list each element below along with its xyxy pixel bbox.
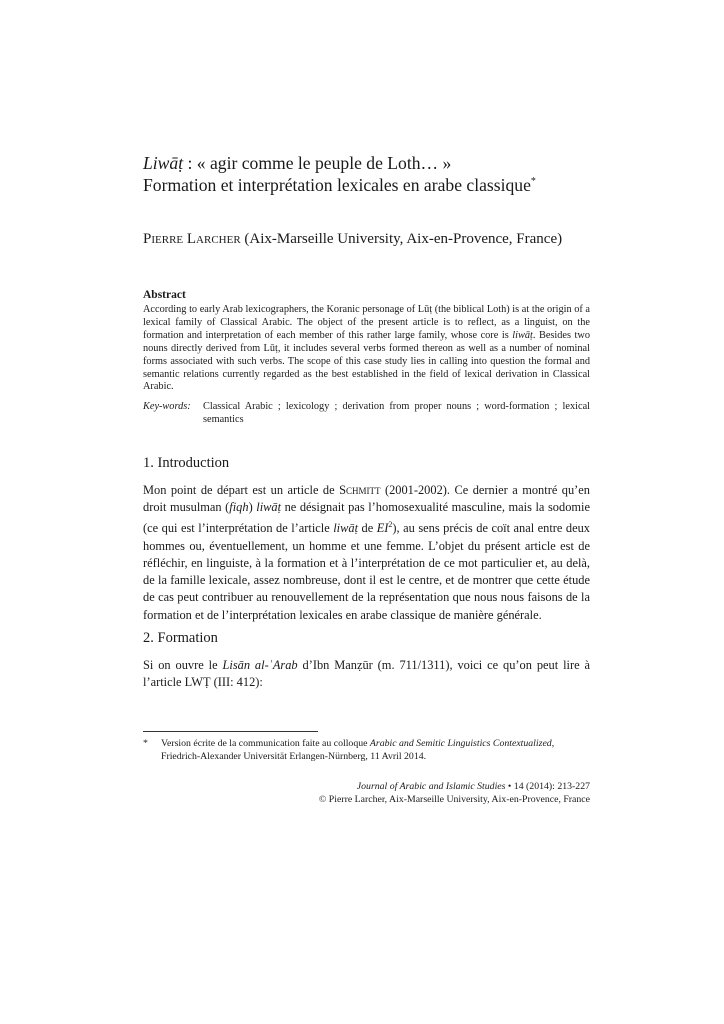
keywords-text: Classical Arabic ; lexicology ; derivation from proper nouns ; word-formation ; lexical semantics xyxy=(203,401,590,425)
journal-name: Journal of Arabic and Islamic Studies xyxy=(356,781,506,792)
title-italic-term: Liwāṭ xyxy=(143,153,184,173)
journal-citation: Journal of Arabic and Islamic Studies • 14 (2014): 213-227 xyxy=(356,781,590,792)
abstract-heading: Abstract xyxy=(143,289,186,301)
copyright-line: © Pierre Larcher, Aix-Marseille University, Aix-en-Provence, France xyxy=(318,794,590,805)
author-affiliation: (Aix-Marseille University, Aix-en-Provence, France) xyxy=(240,231,563,247)
section-heading-formation: 2. Formation xyxy=(143,630,218,646)
title-footnote-mark[interactable]: * xyxy=(530,176,536,188)
keywords xyxy=(143,401,590,427)
cited-author: Schmitt xyxy=(339,483,381,497)
article-title xyxy=(143,152,590,196)
author-name: Pierre Larcher xyxy=(143,231,241,247)
abstract-text: According to early Arab lexicographers, the Koranic personage of Lūṭ (the biblical Loth) is at the origin of a lexical family of Classical Arabic. The object of the present article is to reflect, as a linguist, on the formation and interpretation of each member of this rather large family, whose core is liwāṭ. Besides two nouns directly derived from Lūṭ, it includes several verbs formed thereon as well as a number of nominal forms associated with such verbs. The scope of this case study lies in calling into question the formal and semantic relations currently regarded as the best established in the field of lexical derivation in Classical Arabic. xyxy=(143,304,590,393)
title-line-1: Liwāṭ : « agir comme le peuple de Loth… » xyxy=(143,153,452,173)
formation-paragraph: Si on ouvre le Lisān al-ʿArab d’Ibn Manẓūr (m. 711/1311), voici ce qu’on peut lire à l’article LWṬ (III: 412): xyxy=(143,658,590,690)
keywords-label: Key-words: xyxy=(143,401,191,412)
section-heading-introduction: 1. Introduction xyxy=(143,455,230,471)
author-line xyxy=(143,230,590,248)
footnote-divider xyxy=(143,731,318,732)
footnote xyxy=(143,738,590,763)
footnote-mark: * xyxy=(143,738,148,749)
footnote-text: Version écrite de la communication faite au colloque Arabic and Semitic Linguistics Contextualized, Friedrich-Alexander Universität Erlangen-Nürnberg, 11 Avril 2014. xyxy=(161,738,555,762)
title-line-2: Formation et interprétation lexicales en arabe classique* xyxy=(143,175,536,195)
introduction-paragraph: Mon point de départ est un article de Schmitt (2001-2002). Ce dernier a montré qu’en droit musulman (fiqh) liwāṭ ne désignait pas l’homosexualité masculine, mais la sodomie (ce qui est l’interprétation de l’article liwāṭ de $EI^2$), au sens précis de coït anal entre deux hommes ou, éventuellement, un homme et une femme. L’objet du présent article est de réfléchir, en linguiste, à la formation et à l’interprétation de ce mot particulier et, au delà, de la famille lexicale, assez nombreuse, dont il est le centre, et de montrer que cette étude de cas peut contribuer au renouvellement de la représentation que nous nous faisons de la formation et de l’interprétation lexicales en arabe classique de manière générale. xyxy=(143,483,590,622)
